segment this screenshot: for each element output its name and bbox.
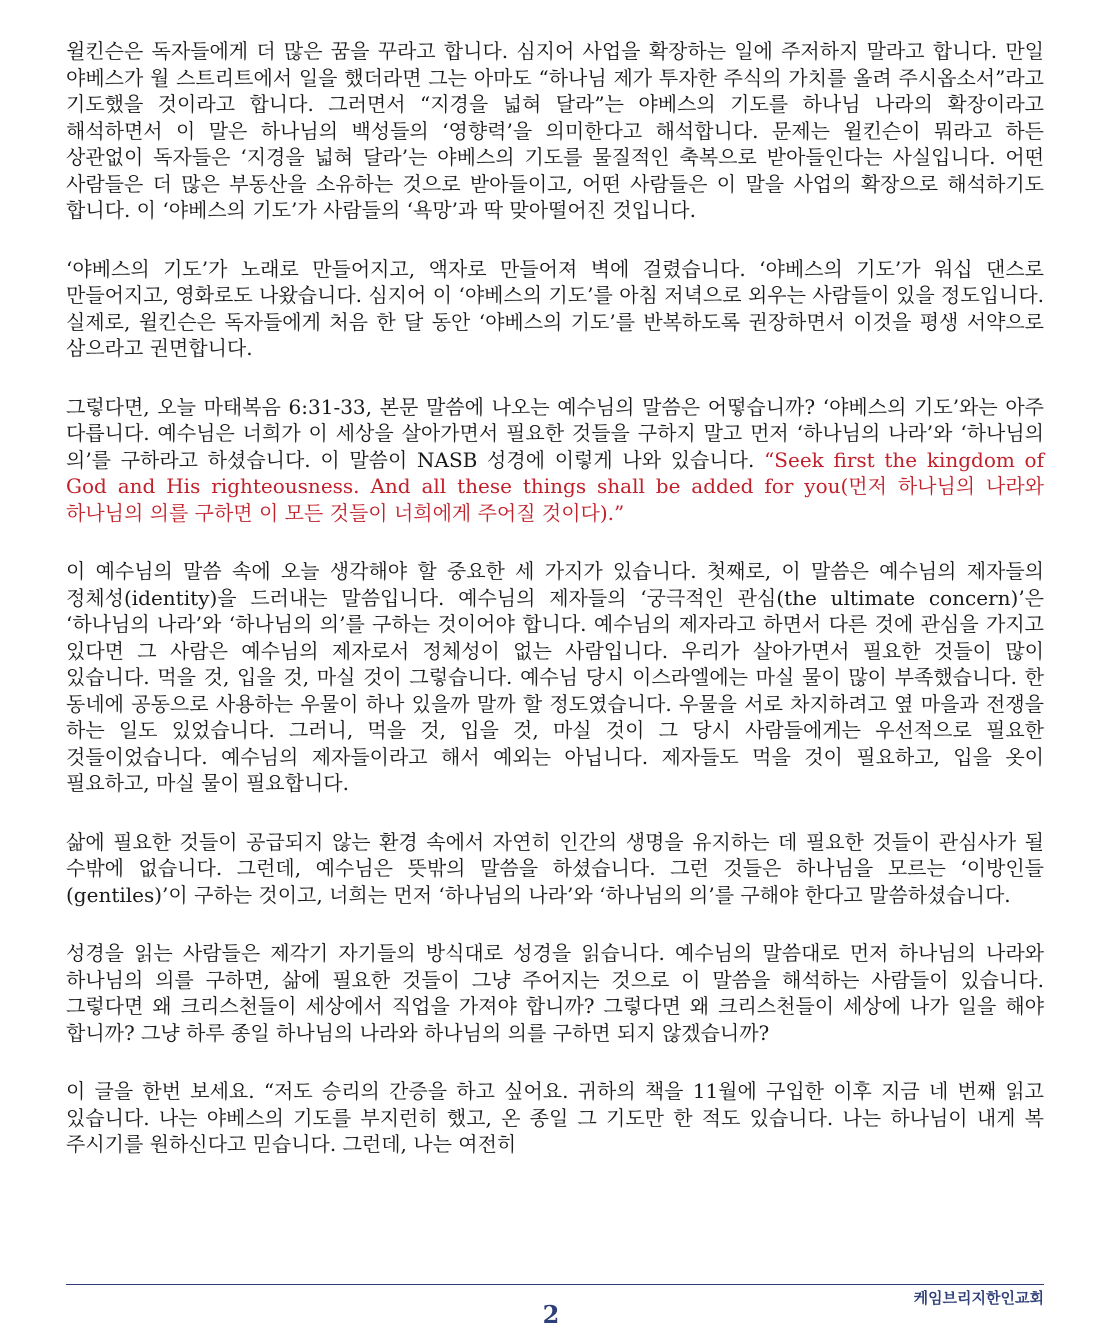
page-number: 2 xyxy=(542,1300,560,1329)
paragraph-7-text: 이 글을 한번 보세요. “저도 승리의 간증을 하고 싶어요. 귀하의 책을 11월에 구입한 이후 지금 네 번째 읽고 있습니다. 나는 야베스의 기도를 부지런히 했고, 온 종일 그 기도만 한 적도 있습니다. 나는 하나님이 내게 복 주시기를 원하신다고 믿습니다. 그런데, 나는 여전히 xyxy=(66,1079,1044,1156)
paragraph-6-text: 성경을 읽는 사람들은 제각기 자기들의 방식대로 성경을 읽습니다. 예수님의 말씀대로 먼저 하나님의 나라와 하나님의 의를 구하면, 삶에 필요한 것들이 그냥 주어지는 것으로 이 말씀을 해석하는 사람들이 있습니다. 그렇다면 왜 크리스천들이 세상에서 직업을 가져야 합니까? 그렇다면 왜 크리스천들이 세상에 나가 일을 해야 합니까? 그냥 하루 종일 하나님의 나라와 하나님의 의를 구하면 되지 않겠습니까? xyxy=(66,941,1044,1045)
scripture-quote: “Seek first the kingdom of God and His righteousness. And all these things shall be added for you(먼저 하나님의 나라와 하나님의 의를 구하면 이 모든 것들이 너희에게 주어질 것이다).” xyxy=(66,447,1044,525)
paragraph-5-text: 삶에 필요한 것들이 공급되지 않는 환경 속에서 자연히 인간의 생명을 유지하는 데 필요한 것들이 관심사가 될 수밖에 없습니다. 그런데, 예수님은 뜻밖의 말씀을 하셨습니다. 그런 것들은 하나님을 모르는 ‘이방인들(gentiles)’이 구하는 것이고, 너희는 먼저 ‘하나님의 나라’와 ‘하나님의 의’를 구해야 한다고 말씀하셨습니다. xyxy=(66,829,1044,907)
footer-divider xyxy=(66,1284,1044,1285)
paragraph-2 xyxy=(66,256,1044,362)
footer-church-name: 케임브리지한인교회 xyxy=(913,1289,1044,1307)
paragraph-4 xyxy=(66,558,1044,797)
paragraph-4-text: 이 예수님의 말씀 속에 오늘 생각해야 할 중요한 세 가지가 있습니다. 첫째로, 이 말씀은 예수님의 제자들의 정체성(identity)을 드러내는 말씀입니다. 예수님의 제자들의 ‘궁극적인 관심(the ultimate concern)’은 ‘하나님의 나라’와 ‘하나님의 의’를 구하는 것이어야 합니다. 예수님의 제자라고 하면서 다른 것에 관심을 가지고 있다면 그 사람은 예수님의 제자로서 정체성이 없는 사람입니다. 우리가 살아가면서 필요한 것들이 많이 있습니다. 먹을 것, 입을 것, 마실 것이 그렇습니다. 예수님 당시 이스라엘에는 마실 물이 많이 부족했습니다. 한 동네에 공동으로 사용하는 우물이 하나 있을까 말까 할 정도였습니다. 우물을 서로 차지하려고 옆 마을과 전쟁을 하는 일도 있었습니다. 그러니, 먹을 것, 입을 것, 마실 것이 그 당시 사람들에게는 우선적으로 필요한 것들이었습니다. 예수님의 제자들이라고 해서 예외는 아닙니다. 제자들도 먹을 것이 필요하고, 입을 옷이 필요하고, 마실 물이 필요합니다. xyxy=(66,559,1044,795)
paragraph-2-text: ‘야베스의 기도’가 노래로 만들어지고, 액자로 만들어져 벽에 걸렸습니다. ‘야베스의 기도’가 워십 댄스로 만들어지고, 영화로도 나왔습니다. 심지어 이 ‘야베스의 기도’를 아침 저녁으로 외우는 사람들이 있을 정도입니다. 실제로, 윌킨슨은 독자들에게 처음 한 달 동안 ‘야베스의 기도’를 반복하도록 권장하면서 이것을 평생 서약으로 삼으라고 권면합니다. xyxy=(66,256,1044,360)
paragraph-6 xyxy=(66,940,1044,1046)
paragraph-3-text: 그렇다면, 오늘 마태복음 6:31-33, 본문 말씀에 나오는 예수님의 말씀은 어떻습니까? ‘야베스의 기도’와는 아주 다릅니다. 예수님은 너희가 이 세상을 살아가면서 필요한 것들을 구하지 말고 먼저 ‘하나님의 나라’와 ‘하나님의 의’를 구하라고 하셨습니다. 이 말씀이 NASB 성경에 이렇게 나와 있습니다. xyxy=(66,394,1044,472)
paragraph-3 xyxy=(66,394,1044,527)
paragraph-1 xyxy=(66,38,1044,224)
page-body xyxy=(66,38,1044,1190)
paragraph-7 xyxy=(66,1078,1044,1158)
paragraph-1-text: 윌킨슨은 독자들에게 더 많은 꿈을 꾸라고 합니다. 심지어 사업을 확장하는 일에 주저하지 말라고 합니다. 만일 야베스가 월 스트리트에서 일을 했더라면 그는 아마도 “하나님 제가 투자한 주식의 가치를 올려 주시옵소서”라고 기도했을 것이라고 합니다. 그러면서 “지경을 넓혀 달라”는 야베스의 기도를 하나님 나라의 확장이라고 해석하면서 이 말은 하나님의 백성들의 ‘영향력’을 의미한다고 해석합니다. 문제는 윌킨슨이 뭐라고 하든 상관없이 독자들은 ‘지경을 넓혀 달라’는 야베스의 기도를 물질적인 축복으로 받아들인다는 사실입니다. 어떤 사람들은 더 많은 부동산을 소유하는 것으로 받아들이고, 어떤 사람들은 이 말을 사업의 확장으로 해석하기도 합니다. 이 ‘야베스의 기도’가 사람들의 ‘욕망’과 딱 맞아떨어진 것입니다. xyxy=(66,39,1044,222)
paragraph-5 xyxy=(66,829,1044,909)
